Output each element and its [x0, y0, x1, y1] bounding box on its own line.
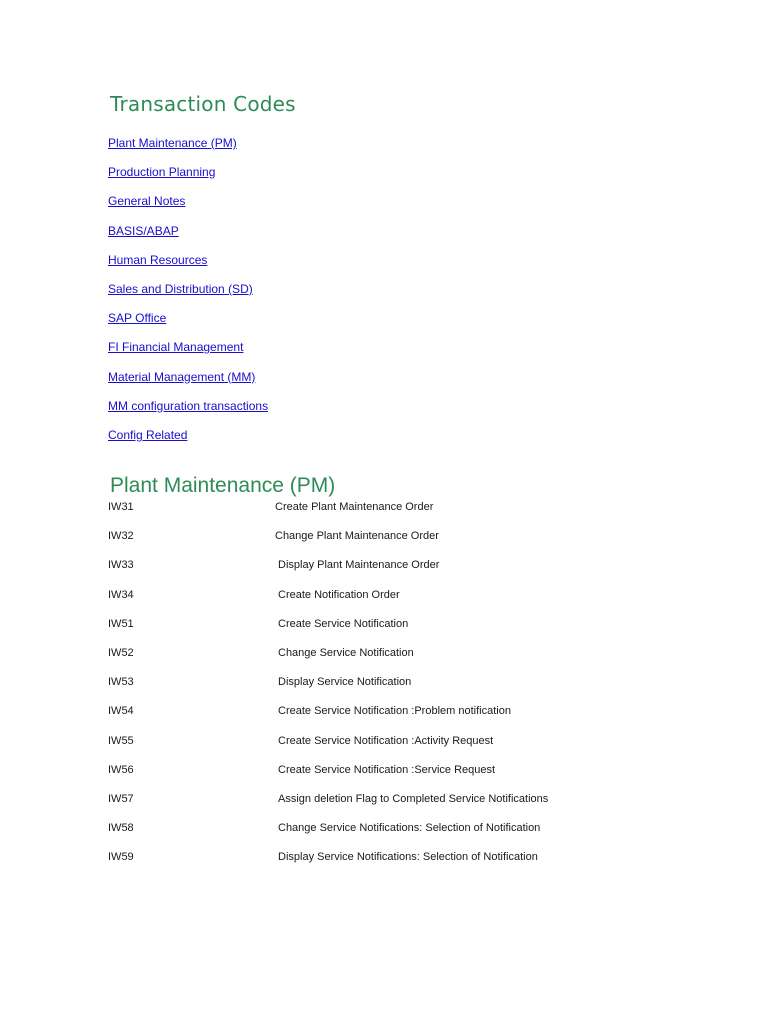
- transaction-description: Change Service Notification: [278, 646, 414, 659]
- toc-item: [108, 282, 268, 311]
- transaction-code: IW57: [108, 792, 134, 805]
- toc-link-plant-maintenance[interactable]: Plant Maintenance (PM): [108, 136, 237, 150]
- toc-item: [108, 224, 268, 253]
- transaction-description: Display Service Notifications: Selection of Notification: [278, 851, 538, 864]
- transaction-description: Assign deletion Flag to Completed Service Notifications: [278, 792, 549, 805]
- transaction-code: IW54: [108, 705, 134, 718]
- toc-link-sap-office[interactable]: SAP Office: [108, 311, 167, 326]
- toc-item: [108, 194, 268, 223]
- toc-item: [108, 136, 268, 165]
- transaction-code: IW56: [108, 763, 134, 776]
- toc-link-sales-distribution[interactable]: Sales and Distribution (SD): [108, 281, 253, 296]
- toc-link-production-planning[interactable]: Production Planning: [108, 165, 216, 180]
- toc-link-mm-configuration[interactable]: MM configuration transactions: [108, 398, 269, 413]
- transaction-description: Create Service Notification :Activity Request: [278, 734, 494, 747]
- toc-item: [108, 311, 268, 340]
- toc-link-human-resources[interactable]: Human Resources: [108, 252, 208, 267]
- toc-item: [108, 428, 268, 457]
- transaction-code: IW52: [108, 646, 134, 659]
- toc-link-general-notes[interactable]: General Notes: [108, 194, 186, 209]
- transaction-description: Change Service Notifications: Selection of Notification: [278, 822, 541, 835]
- transaction-description: Create Service Notification :Problem notification: [278, 705, 511, 718]
- transaction-description: Change Plant Maintenance Order: [275, 530, 439, 543]
- transaction-description: Display Plant Maintenance Order: [278, 559, 440, 572]
- toc-item: [108, 370, 268, 399]
- page-title: Transaction Codes: [110, 92, 296, 116]
- toc-link-fi-financial-management[interactable]: FI Financial Management: [108, 340, 244, 355]
- transaction-code: IW34: [108, 588, 134, 601]
- toc-item: [108, 399, 268, 428]
- transaction-description: Create Plant Maintenance Order: [275, 501, 434, 513]
- transaction-description: Create Service Notification: [278, 617, 409, 630]
- transaction-code: IW31: [108, 501, 134, 513]
- transaction-code: IW33: [108, 559, 134, 572]
- transaction-code: IW51: [108, 617, 134, 630]
- transaction-code: IW32: [108, 530, 134, 543]
- transaction-code: IW53: [108, 676, 134, 689]
- transaction-description: Create Service Notification :Service Request: [278, 763, 496, 776]
- toc-item: [108, 340, 268, 369]
- transaction-code: IW55: [108, 734, 134, 747]
- transaction-code: IW59: [108, 851, 134, 864]
- transaction-description: Display Service Notification: [278, 676, 412, 689]
- toc-link-basis-abap[interactable]: BASIS/ABAP: [108, 223, 179, 238]
- section-title: Plant Maintenance (PM): [110, 474, 336, 497]
- toc-link-material-management[interactable]: Material Management (MM): [108, 369, 256, 384]
- toc-item: [108, 253, 268, 282]
- toc-item: [108, 165, 268, 194]
- transaction-description: Create Notification Order: [278, 588, 400, 601]
- table-of-contents: [108, 136, 268, 457]
- transaction-code: IW58: [108, 822, 134, 835]
- toc-link-config-related[interactable]: Config Related: [108, 427, 188, 442]
